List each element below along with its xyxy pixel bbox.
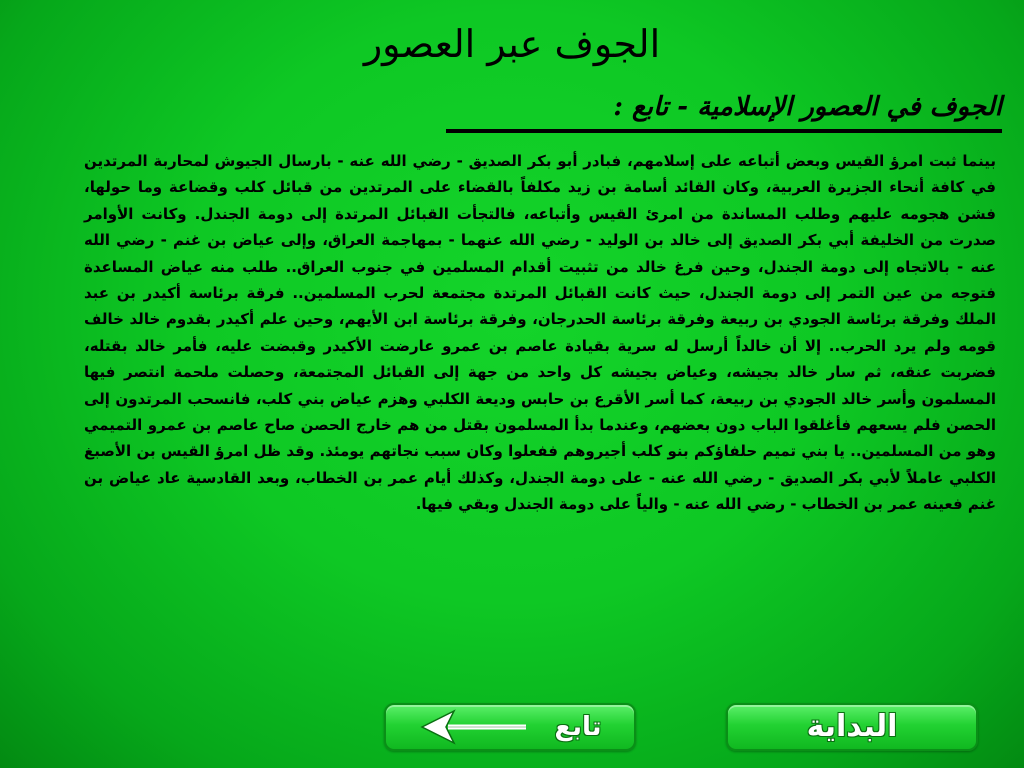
subtitle-underline	[446, 129, 1002, 133]
next-button[interactable]	[384, 703, 636, 751]
start-button[interactable]	[726, 703, 978, 751]
next-button-label: تابع	[554, 712, 602, 742]
page-title: الجوف عبر العصور	[363, 22, 661, 66]
body-paragraph: بينما ثبت امرؤ القيس وبعض أتباعه على إسلامهم، فبادر أبو بكر الصديق - رضي الله عنه - بارسال الجيوش لمحاربة المرتدين في كافة أنحاء الجزيرة العربية، وكان القائد أسامة بن زيد مكلفاً بالقضاء على المرتدين من قبائل كلب وقضاعة وما حولها، فشن هجومه عليهم وطلب المساندة من امرئ القيس وأتباعه، فالتجأت القبائل المرتدة إلى دومة الجندل. وكانت الأوامر صدرت من الخليفة أبي بكر الصديق إلى خالد بن الوليد - رضي الله عنهما - بمهاجمة العراق، وإلى عياض بن غنم - رضي الله عنه - بالاتجاه إلى دومة الجندل، وحين فرغ خالد من تثبيت أقدام المسلمين في جنوب العراق.. طلب منه عياض المساعدة فتوجه من عين التمر إلى دومة الجندل، حيث كانت القبائل المرتدة مجتمعة لحرب المسلمين.. فرقة برئاسة أكيدر بن عبد الملك وفرقة برئاسة الجودي بن ربيعة وفرقة برئاسة الحدرجان، وفرقة برئاسة ابن الأيهم، وحين علم أكيدر بقدوم خالد خالف قومه ولم يرد الحرب.. إلا أن خالداً أرسل له سرية بقيادة عاصم بن عمرو عارضت الأكيدر وقبضت عليه، فأمر خالد بقتله، فضربت عنقه، ثم سار خالد بجيشه، وعياض بجيشه كل واحد من جهة إلى القبائل المجتمعة، وحصلت ملحمة انتصر فيها المسلمون وأسر خالد الجودي بن ربيعة، كما أسر الأقرع بن حابس وديعة الكلبي وهزم عياض بني كلب، فانسحب المرتدون إلى الحصن فلم يسعهم فأغلقوا الباب دون بعضهم، وعندما بدأ المسلمون بقتل من هم خارج الحصن صاح عاصم بن عمرو التميمي وهو من المسلمين.. يا بني تميم حلفاؤكم بنو كلب أجيروهم ففعلوا وكان سبب نجاتهم يومئذ. وقد ظل امرؤ القيس بن الأصبغ الكلبي عاملاً لأبي بكر الصديق - رضي الله عنه - على دومة الجندل، وكذلك أيام عمر بن الخطاب، وبعد القادسية عاد عياض بن غنم فعينه عمر بن الخطاب - رضي الله عنه - والياً على دومة الجندل وبقي فيها.	[84, 152, 996, 514]
arrow-left-icon	[418, 707, 530, 747]
section-subtitle: الجوف في العصور الإسلامية - تابع :	[613, 92, 1002, 122]
start-button-label: البداية	[806, 709, 898, 744]
